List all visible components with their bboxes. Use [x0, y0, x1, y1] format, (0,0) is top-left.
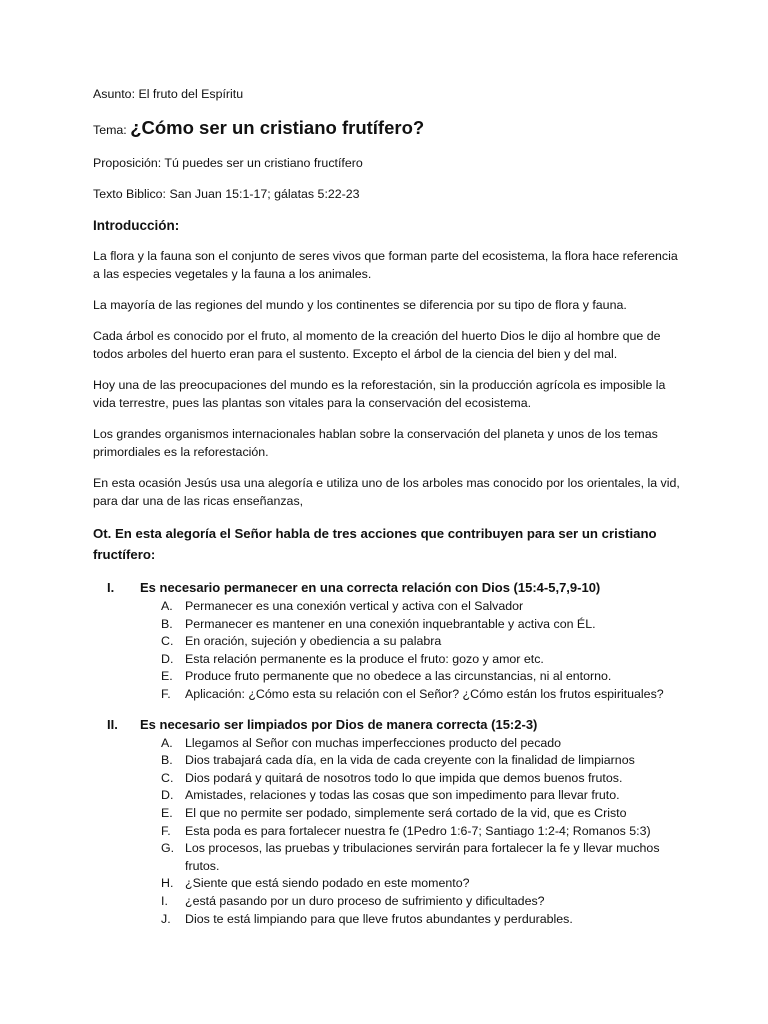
- list-item-letter: B.: [161, 753, 173, 768]
- list-item: [93, 911, 683, 929]
- tema-line: [93, 117, 683, 141]
- list-item-letter: H.: [161, 876, 174, 891]
- list-item-letter: D.: [161, 651, 174, 666]
- tema-title: ¿Cómo ser un cristiano frutífero?: [130, 117, 425, 138]
- proposicion-line: Proposición: Tú puedes ser un cristiano fructífero: [93, 156, 363, 170]
- list-item-text: Permanecer es mantener en una conexión inquebrantable y activa con ÉL.: [185, 616, 596, 631]
- list-item-text: Aplicación: ¿Cómo esta su relación con el Señor? ¿Cómo están los frutos espirituales?: [185, 686, 664, 701]
- list-item-letter: B.: [161, 616, 173, 631]
- list-item-text: Dios podará y quitará de nosotros todo lo que impida que demos buenos frutos.: [185, 770, 623, 785]
- list-item-letter: F.: [161, 686, 171, 701]
- list-item-text: En oración, sujeción y obediencia a su palabra: [185, 634, 442, 649]
- list-item-text: Llegamos al Señor con muchas imperfecciones producto del pecado: [185, 735, 562, 750]
- list-item-letter: D.: [161, 788, 174, 803]
- list-item-text: El que no permite ser podado, simplemente será cortado de la vid, que es Cristo: [185, 805, 627, 820]
- list-item-letter: J.: [161, 911, 171, 926]
- asunto-line: Asunto: El fruto del Espíritu: [93, 87, 244, 101]
- list-item: [93, 823, 683, 841]
- list-item-letter: G.: [161, 841, 175, 856]
- list-item: [93, 893, 683, 911]
- intro-paragraph: Los grandes organismos internacionales hablan sobre la conservación del planeta y unos de los temas primordiales es la reforestación.: [93, 427, 658, 459]
- list-item-letter: A.: [161, 599, 173, 613]
- list-item-letter: C.: [161, 634, 174, 649]
- intro-paragraph: En esta ocasión Jesús usa una alegoría e utiliza uno de los arboles mas conocido por los orientales, la vid, para dar una de las ricas enseñanzas,: [93, 476, 680, 508]
- list-item-text: Esta relación permanente es la produce el fruto: gozo y amor etc.: [185, 651, 544, 666]
- tema-label: Tema:: [93, 123, 127, 137]
- document-page: [93, 86, 683, 940]
- section-number: II.: [107, 716, 118, 732]
- list-item-text: Esta poda es para fortalecer nuestra fe (1Pedro 1:6-7; Santiago 1:2-4; Romanos 5:3): [185, 823, 651, 838]
- intro-paragraph: La flora y la fauna son el conjunto de seres vivos que forman parte del ecosistema, la flora hace referencia a las especies vegetales y la fauna a los animales.: [93, 249, 678, 281]
- list-item: [93, 770, 683, 788]
- list-item-text: Permanecer es una conexión vertical y activa con el Salvador: [185, 599, 524, 613]
- list-item-text: Amistades, relaciones y todas las cosas que son impedimento para llevar fruto.: [185, 788, 620, 803]
- section-item-list: [93, 735, 683, 929]
- list-item: [93, 668, 683, 686]
- list-item: [93, 840, 683, 875]
- list-item-text: ¿Siente que está siendo podado en este momento?: [185, 876, 470, 891]
- list-item-letter: I.: [161, 893, 168, 908]
- list-item-text: Los procesos, las pruebas y tribulaciones servirán para fortalecer la fe y llevar muchos frutos.: [185, 841, 660, 873]
- list-item: [93, 616, 683, 634]
- section-number: I.: [107, 580, 115, 595]
- list-item-text: Dios trabajará cada día, en la vida de cada creyente con la finalidad de limpiarnos: [185, 753, 635, 768]
- intro-paragraph: Hoy una de las preocupaciones del mundo es la reforestación, sin la producción agrícola es imposible la vida terrestre, pues las plantas son vitales para la conservación del ecosistema.: [93, 378, 666, 410]
- section-heading: [93, 579, 683, 596]
- list-item: [93, 598, 683, 616]
- list-item: [93, 805, 683, 823]
- section-title: Es necesario permanecer en una correcta relación con Dios (15:4-5,7,9-10): [140, 580, 601, 595]
- list-item: [93, 735, 683, 753]
- list-item-letter: A.: [161, 735, 173, 750]
- list-item-text: Dios te está limpiando para que lleve frutos abundantes y perdurables.: [185, 911, 573, 926]
- section-title: Es necesario ser limpiados por Dios de manera correcta (15:2-3): [140, 716, 538, 732]
- section-item-list: [93, 598, 683, 704]
- intro-paragraph: La mayoría de las regiones del mundo y los continentes se diferencia por su tipo de flora y fauna.: [93, 298, 627, 312]
- outline-sections: [93, 579, 683, 928]
- ot-statement: Ot. En esta alegoría el Señor habla de tres acciones que contribuyen para ser un cristiano fructífero:: [93, 526, 657, 562]
- list-item: [93, 633, 683, 651]
- list-item-letter: C.: [161, 770, 174, 785]
- list-item-text: Produce fruto permanente que no obedece a las circunstancias, ni al entorno.: [185, 669, 612, 684]
- list-item-letter: F.: [161, 823, 171, 838]
- list-item: [93, 787, 683, 805]
- list-item: [93, 651, 683, 669]
- outline-section: [93, 579, 683, 704]
- list-item-letter: E.: [161, 805, 173, 820]
- texto-biblico-line: Texto Biblico: San Juan 15:1-17; gálatas 5:22-23: [93, 187, 360, 201]
- list-item-letter: E.: [161, 669, 173, 684]
- introduccion-heading: Introducción:: [93, 218, 180, 233]
- list-item: [93, 686, 683, 704]
- list-item: [93, 752, 683, 770]
- intro-paragraph: Cada árbol es conocido por el fruto, al momento de la creación del huerto Dios le dijo al hombre que de todos arboles del huerto eran para el sustento. Excepto el árbol de la ciencia del bien y del mal.: [93, 329, 661, 361]
- list-item-text: ¿está pasando por un duro proceso de sufrimiento y dificultades?: [185, 893, 545, 908]
- list-item: [93, 875, 683, 893]
- outline-section: [93, 716, 683, 929]
- section-heading: [93, 716, 683, 733]
